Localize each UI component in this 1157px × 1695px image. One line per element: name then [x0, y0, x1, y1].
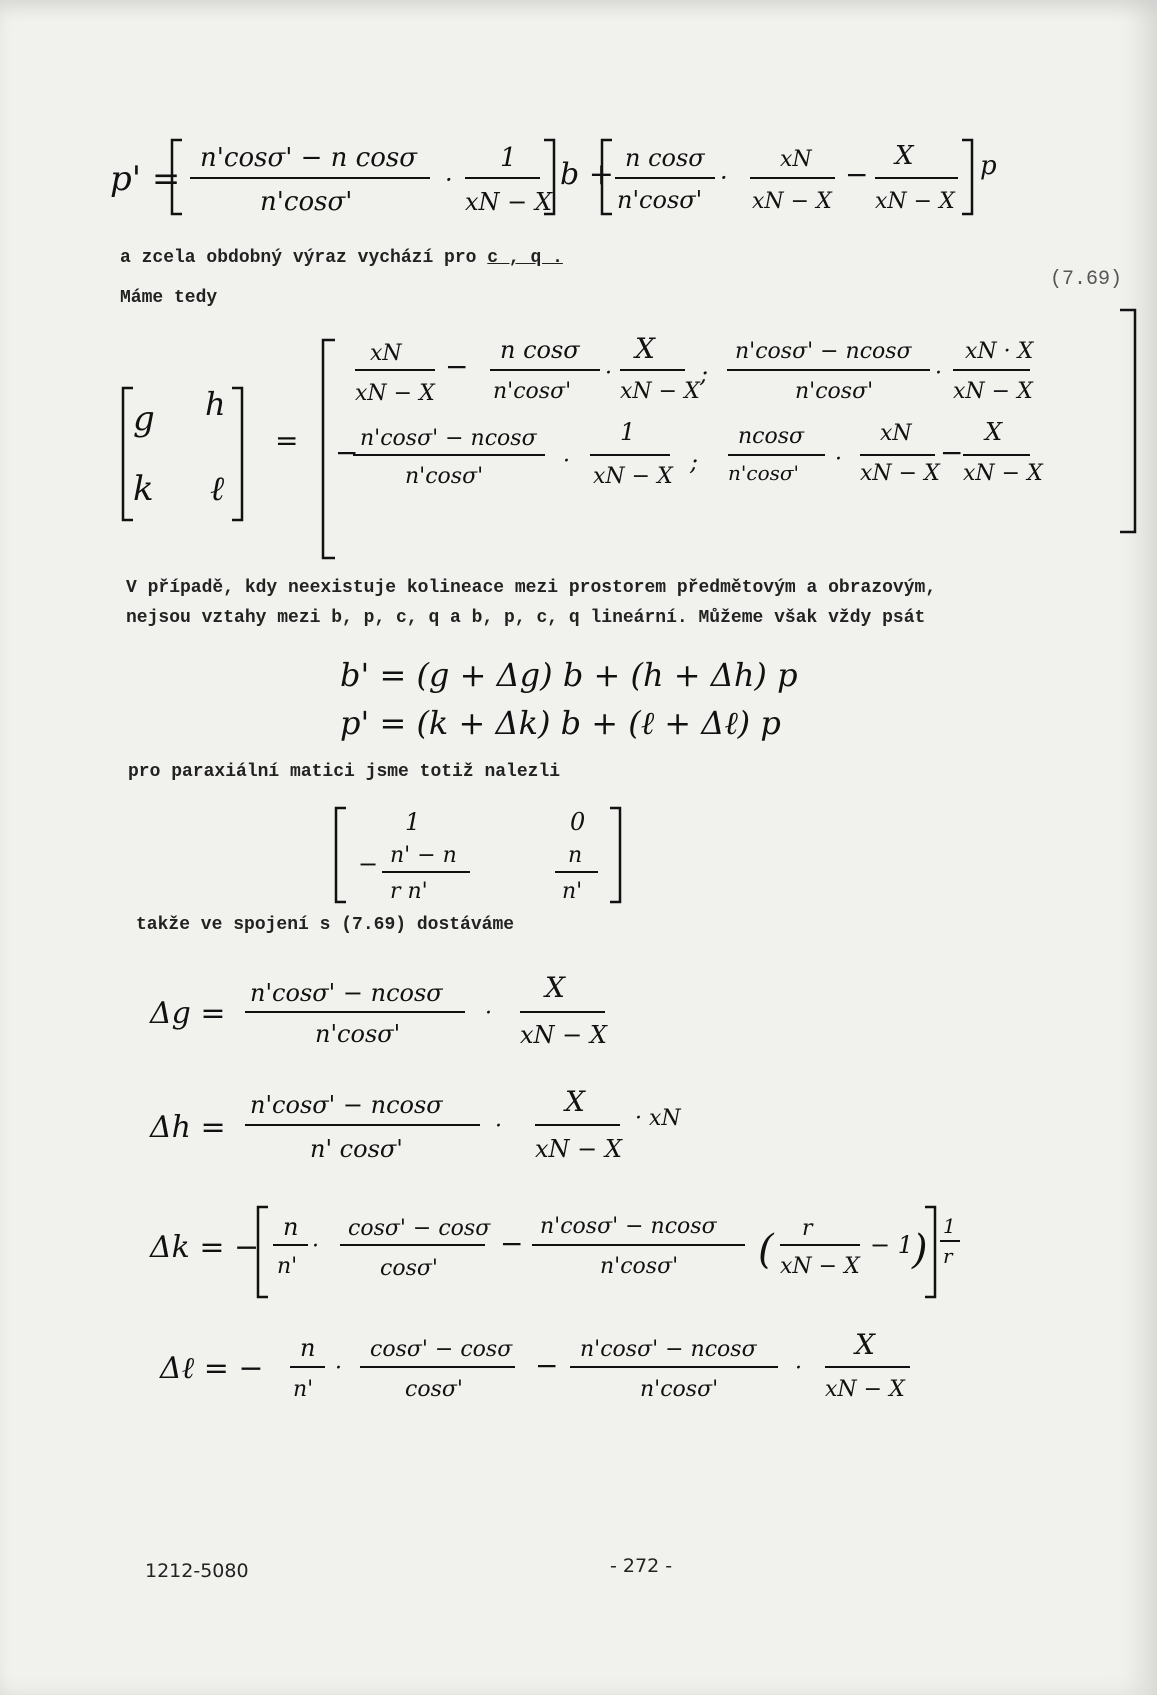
paragraph-line-1: V případě, kdy neexistuje kolineace mezi prostorem předmětovým a obrazovým,: [126, 578, 937, 598]
svg-text:−: −: [845, 158, 869, 191]
frac-den: xN − X: [520, 1021, 607, 1049]
p-prime-equation: [100, 118, 1100, 228]
equation-label: (7.69): [1050, 268, 1123, 291]
matrix-g: g: [133, 399, 155, 439]
frac-num: ncosσ: [738, 424, 805, 449]
frac-num: X: [635, 332, 655, 365]
frac-num: X: [985, 418, 1003, 446]
svg-text:−: −: [500, 1227, 524, 1260]
svg-text:;: ;: [700, 360, 709, 388]
frac-den: xN − X: [535, 1135, 622, 1163]
delta-g-equation: [140, 965, 740, 1065]
svg-text:−: −: [535, 1349, 559, 1382]
document-code: 1212-5080: [145, 1560, 249, 1582]
frac-num: cosσ' − cosσ: [348, 1216, 491, 1241]
frac-num: n cosσ: [500, 336, 580, 364]
svg-text:·: ·: [312, 1234, 319, 1259]
paraxial-matrix: [330, 800, 630, 910]
frac-num: 1: [500, 143, 517, 173]
svg-text:;: ;: [690, 448, 699, 476]
frac-num: n'cosσ' − ncosσ: [540, 1214, 717, 1239]
frac-den: xN − X: [860, 461, 940, 486]
frac-num: n cosσ: [625, 144, 705, 172]
dg-lhs: Δg =: [150, 996, 226, 1031]
frac-den: xN − X: [963, 461, 1043, 486]
matrix-m11: 1: [405, 808, 421, 836]
frac-den: r: [943, 1244, 953, 1268]
delta-k-equation: [140, 1195, 1040, 1305]
frac-num: r: [802, 1216, 813, 1241]
svg-text:·: ·: [795, 1356, 802, 1381]
frac-num: X: [855, 1328, 875, 1361]
line1-vars: c , q .: [487, 248, 563, 268]
svg-text:·: ·: [445, 166, 453, 194]
big-bracket-right: [1120, 310, 1135, 532]
frac-den: n'cosσ': [640, 1377, 719, 1402]
dl-lhs: Δℓ = −: [160, 1351, 264, 1386]
matrix-l: ℓ: [210, 469, 225, 509]
frac-den: n': [277, 1254, 298, 1279]
svg-text:·: ·: [495, 1114, 502, 1139]
svg-text:(: (: [758, 1227, 774, 1273]
dh-lhs: Δh =: [150, 1110, 226, 1145]
page-number: - 272 -: [610, 1555, 673, 1577]
frac-den: xN − X: [780, 1254, 860, 1279]
svg-text:·: ·: [563, 449, 570, 474]
delta-h-equation: [140, 1075, 740, 1175]
text-line-1: [120, 248, 563, 268]
frac-num: xN: [370, 341, 402, 366]
b-term: b +: [560, 157, 614, 192]
frac-num: cosσ' − cosσ: [370, 1337, 513, 1362]
big-bracket-left: [323, 340, 335, 558]
frac-den: n'cosσ': [617, 186, 703, 214]
p-prime-lhs: p' =: [110, 159, 181, 199]
frac-num: xN: [780, 147, 812, 172]
frac-num: X: [565, 1085, 585, 1118]
text-line-3: pro paraxiální matici jsme totiž nalezli: [128, 762, 561, 782]
frac-den: n' cosσ': [310, 1135, 403, 1163]
frac-num: X: [895, 141, 914, 171]
frac-den: n'cosσ': [260, 187, 353, 217]
frac-den: n'cosσ': [728, 461, 800, 485]
equals-sign: =: [275, 424, 299, 457]
frac-num: n'cosσ' − ncosσ: [250, 1091, 443, 1119]
svg-text:−: −: [358, 850, 379, 878]
svg-text:): ): [912, 1227, 928, 1273]
frac-num: 1: [943, 1214, 956, 1238]
frac-num: n'cosσ' − ncosσ: [735, 339, 912, 364]
svg-text:−: −: [940, 436, 964, 469]
matrix-h: h: [205, 385, 226, 423]
dk-lhs: Δk = −: [150, 1230, 260, 1265]
frac-num: 1: [620, 418, 636, 446]
frac-num: n'cosσ' − ncosσ: [360, 426, 537, 451]
frac-num: X: [545, 971, 565, 1004]
text-line-4: takže ve spojení s (7.69) dostáváme: [136, 915, 515, 935]
svg-text:·: ·: [720, 164, 728, 192]
frac-den: xN − X: [620, 379, 700, 404]
frac-den: xN − X: [593, 464, 673, 489]
svg-text:·: ·: [605, 361, 612, 386]
frac-den: xN − X: [752, 189, 832, 214]
frac-den: cosσ': [405, 1377, 463, 1402]
frac-den: xN − X: [825, 1377, 905, 1402]
frac-den: cosσ': [380, 1256, 438, 1281]
frac-den: n'cosσ': [405, 464, 484, 489]
svg-text:·: ·: [935, 361, 942, 386]
delta-l-equation: [150, 1320, 950, 1420]
frac-num: n'cosσ' − ncosσ: [250, 979, 443, 1007]
frac-den: n'cosσ': [600, 1254, 679, 1279]
svg-text:−: −: [445, 350, 469, 383]
paragraph-line-2: nejsou vztahy mezi b, p, c, q a b, p, c, q lineární. Můžeme však vždy psát: [126, 608, 926, 628]
svg-text:·: ·: [835, 447, 842, 472]
dh-tail: · xN: [635, 1106, 681, 1131]
frac-num: n: [300, 1334, 316, 1362]
svg-text:·: ·: [335, 1356, 342, 1381]
matrix-k: k: [133, 469, 154, 509]
frac-num: n' − n: [390, 843, 457, 868]
b-prime-equation: b' = (g + Δg) b + (h + Δh) p: [340, 656, 798, 694]
svg-text:−: −: [335, 436, 359, 469]
frac-den: n': [293, 1377, 314, 1402]
frac-den: n'cosσ': [315, 1020, 401, 1048]
frac-num: n'cosσ' − n cosσ: [200, 143, 417, 173]
frac-den: xN − X: [355, 381, 435, 406]
minus-one: − 1: [870, 1231, 914, 1259]
frac-den: xN − X: [465, 188, 552, 216]
frac-num: n: [568, 843, 583, 868]
p-term: p: [980, 151, 997, 181]
frac-den: r n': [390, 879, 428, 904]
frac-num: n'cosσ' − ncosσ: [580, 1337, 757, 1362]
text-line-2: Máme tedy: [120, 288, 218, 308]
frac-den: n': [562, 879, 583, 904]
frac-den: n'cosσ': [795, 379, 874, 404]
svg-text:·: ·: [485, 1001, 492, 1026]
frac-num: xN · X: [965, 339, 1034, 364]
frac-den: xN − X: [875, 189, 955, 214]
frac-den: n'cosσ': [493, 379, 572, 404]
frac-num: xN: [880, 421, 912, 446]
matrix-equation: [115, 300, 1150, 565]
frac-num: n: [283, 1213, 299, 1241]
line1-text: a zcela obdobný výraz vychází pro: [120, 248, 488, 268]
p-prime-equation-2: p' = (k + Δk) b + (ℓ + Δℓ) p: [340, 704, 781, 742]
matrix-m12: 0: [570, 808, 586, 836]
frac-den: xN − X: [953, 379, 1033, 404]
